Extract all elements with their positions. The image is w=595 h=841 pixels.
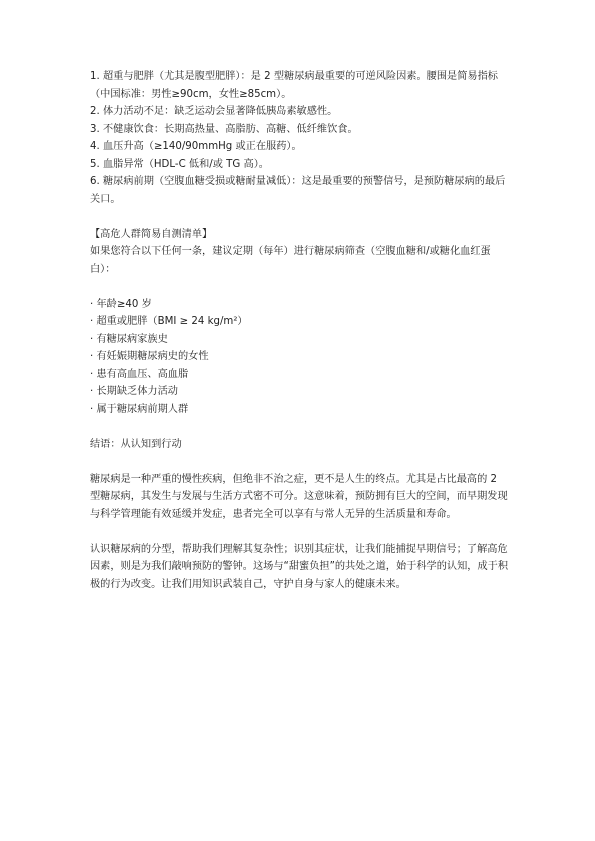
spacer [90, 208, 510, 226]
spacer [90, 278, 510, 296]
risk-factor-2: 2. 体力活动不足：缺乏运动会显著降低胰岛素敏感性。 [90, 106, 338, 117]
checklist-item: · 长期缺乏体力活动 [90, 386, 178, 397]
checklist-item: · 属于糖尿病前期人群 [90, 403, 189, 415]
risk-factor-6: 6. 糖尿病前期（空腹血糖受损或糖耐量减低）：这是最重要的预警信号，是预防糖尿病的最后关口。 [90, 176, 506, 205]
spacer [90, 453, 510, 471]
risk-factor-1: 1. 超重与肥胖（尤其是腹型肥胖）：是 2 型糖尿病最重要的可逆风险因素。腰围是简易指标（中国标准：男性≥90cm，女性≥85cm）。 [90, 71, 498, 100]
spacer [90, 523, 510, 541]
document-body [90, 68, 510, 593]
spacer [90, 418, 510, 436]
checklist-intro: 如果您符合以下任何一条，建议定期（每年）进行糖尿病筛查（空腹血糖和/或糖化血红蛋白）： [90, 246, 491, 275]
risk-factor-4: 4. 血压升高（≥140/90mmHg 或正在服药）。 [90, 141, 302, 152]
risk-factor-5: 5. 血脂异常（HDL-C 低和/或 TG 高）。 [90, 158, 269, 170]
checklist-item: · 有糖尿病家族史 [90, 333, 168, 345]
checklist-item: · 患有高血压、高血脂 [90, 368, 189, 380]
risk-factor-3: 3. 不健康饮食：长期高热量、高脂肪、高糖、低纤维饮食。 [90, 123, 358, 135]
checklist-item: · 有妊娠期糖尿病史的女性 [90, 351, 209, 362]
conclusion-heading: 结语：从认知到行动 [90, 438, 182, 450]
checklist-item: · 年龄≥40 岁 [90, 298, 152, 310]
checklist-heading: 【高危人群简易自测清单】 [90, 228, 213, 240]
conclusion-paragraph-1: 糖尿病是一种严重的慢性疾病，但绝非不治之症，更不是人生的终点。尤其是占比最高的 2 型糖尿病，其发生与发展与生活方式密不可分。这意味着，预防拥有巨大的空间，而早期发现与科学管理能有效延缓并发症，患者完全可以享有与常人无异的生活质量和寿命。 [90, 473, 508, 520]
conclusion-paragraph-2: 认识糖尿病的分型，帮助我们理解其复杂性；识别其症状，让我们能捕捉早期信号；了解高危因素，则是为我们敲响预防的警钟。这场与“甜蜜负担”的共处之道，始于科学的认知，成于积极的行为改变。让我们用知识武装自己，守护自身与家人的健康未来。 [90, 543, 509, 590]
checklist-item: · 超重或肥胖（BMI ≥ 24 kg/m²） [90, 316, 248, 327]
